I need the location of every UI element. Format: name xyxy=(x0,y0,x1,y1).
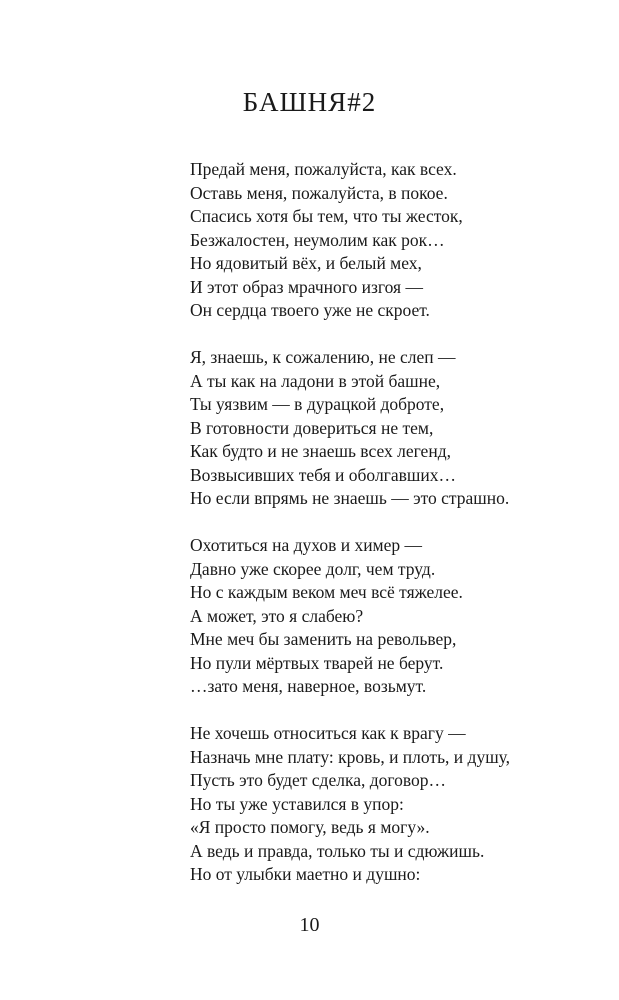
poem-line: Но если впрямь не знаешь — это страшно. xyxy=(190,488,510,508)
poem-body xyxy=(190,158,610,887)
poem-line: Мне меч бы заменить на револьвер, xyxy=(190,629,457,649)
poem-line: Безжалостен, неумолим как рок… xyxy=(190,229,445,250)
poem-line: И этот образ мрачного изгоя — xyxy=(190,276,423,297)
poem-line: А ведь и правда, только ты и сдюжишь. xyxy=(190,840,485,861)
poem-line: Не хочешь относиться как к врагу — xyxy=(190,723,466,743)
poem-line: А ты как на ладони в этой башне, xyxy=(190,370,441,391)
poem-line: А может, это я слабею? xyxy=(190,605,364,626)
stanza-2 xyxy=(190,346,610,511)
poem-line: Но пули мёртвых тварей не берут. xyxy=(190,652,444,673)
poem-line: «Я просто помогу, ведь я могу». xyxy=(190,817,430,837)
stanza-gap xyxy=(190,699,610,723)
poem-line: Давно уже скорее долг, чем труд. xyxy=(190,558,436,579)
poem-line: Спасись хотя бы тем, что ты жесток, xyxy=(190,206,463,226)
poem-line: Назначь мне плату: кровь, и плоть, и душу, xyxy=(190,746,511,767)
stanza-4 xyxy=(190,722,610,887)
poem-line: Но от улыбки маетно и душно: xyxy=(190,864,421,884)
poem-title: БАШНЯ#2 xyxy=(242,87,377,117)
poem-line: Я, знаешь, к сожалению, не слеп — xyxy=(190,347,456,367)
poem-line: Пусть это будет сделка, договор… xyxy=(190,770,447,790)
stanza-gap xyxy=(190,511,610,535)
poem-line: Но с каждым веком меч всё тяжелее. xyxy=(190,582,463,602)
poem-line: Ты уязвим — в дурацкой доброте, xyxy=(190,394,445,414)
page-number: 10 xyxy=(299,914,320,936)
poem-line: В готовности довериться не тем, xyxy=(190,417,434,438)
poem-line: Возвысивших тебя и оболгавших… xyxy=(190,464,456,485)
poem-line: Но ты уже уставился в упор: xyxy=(190,793,404,814)
poem-line: Он сердца твоего уже не скроет. xyxy=(190,300,430,320)
stanza-3 xyxy=(190,534,610,699)
stanza-1 xyxy=(190,158,610,323)
poem-line: Охотиться на духов и химер — xyxy=(190,535,423,555)
poem-line: Но ядовитый вёх, и белый мех, xyxy=(190,253,422,273)
poem-line: …зато меня, наверное, возьмут. xyxy=(190,676,427,696)
stanza-gap xyxy=(190,323,610,347)
poem-line: Оставь меня, пожалуйста, в покое. xyxy=(190,182,448,203)
poem-line: Предай меня, пожалуйста, как всех. xyxy=(190,159,457,179)
poem-line: Как будто и не знаешь всех легенд, xyxy=(190,441,451,461)
